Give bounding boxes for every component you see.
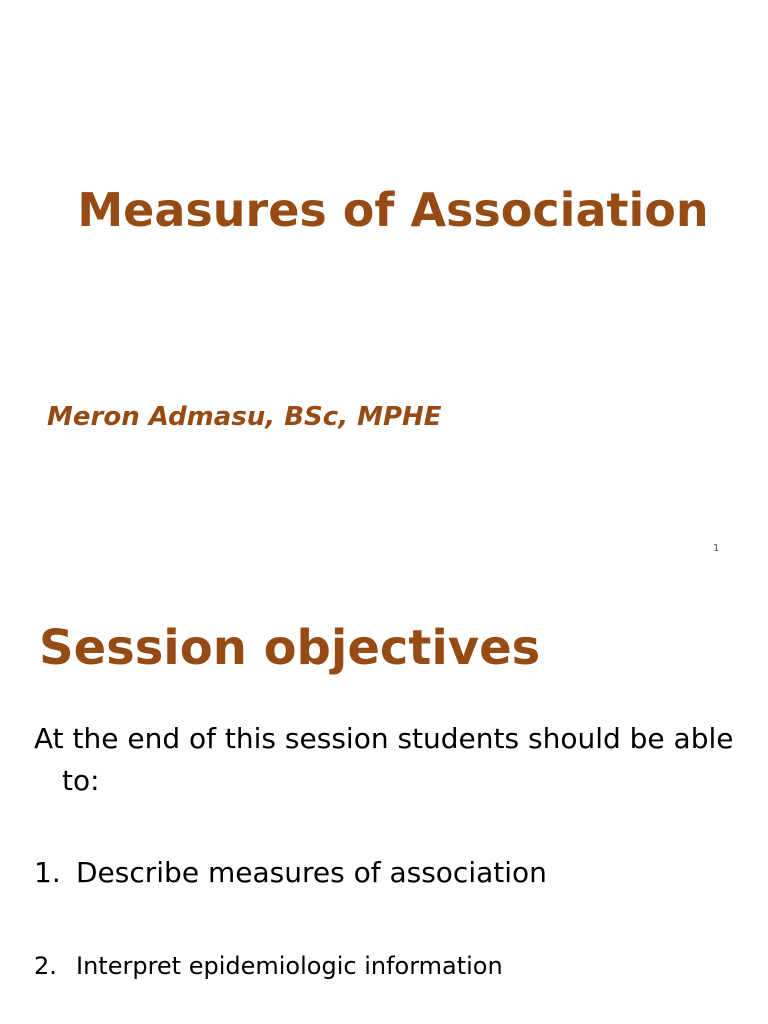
slide-heading: Session objectives <box>39 620 541 676</box>
presentation-title: Measures of Association <box>77 183 709 237</box>
objective-number: 1. <box>34 856 61 889</box>
author-name: Meron Admasu, BSc, MPHE <box>47 402 442 432</box>
slide-objectives <box>0 576 768 1024</box>
objective-item <box>34 856 547 889</box>
objective-number: 2. <box>34 952 57 980</box>
objective-text: Describe measures of association <box>76 856 547 889</box>
intro-line-2: to: <box>62 764 100 797</box>
objective-text: Interpret epidemiologic information <box>76 952 503 980</box>
intro-line-1: At the end of this session students should be able <box>34 722 734 755</box>
page-number: 1 <box>713 543 720 554</box>
intro-text <box>34 718 734 802</box>
objective-item <box>34 952 503 980</box>
